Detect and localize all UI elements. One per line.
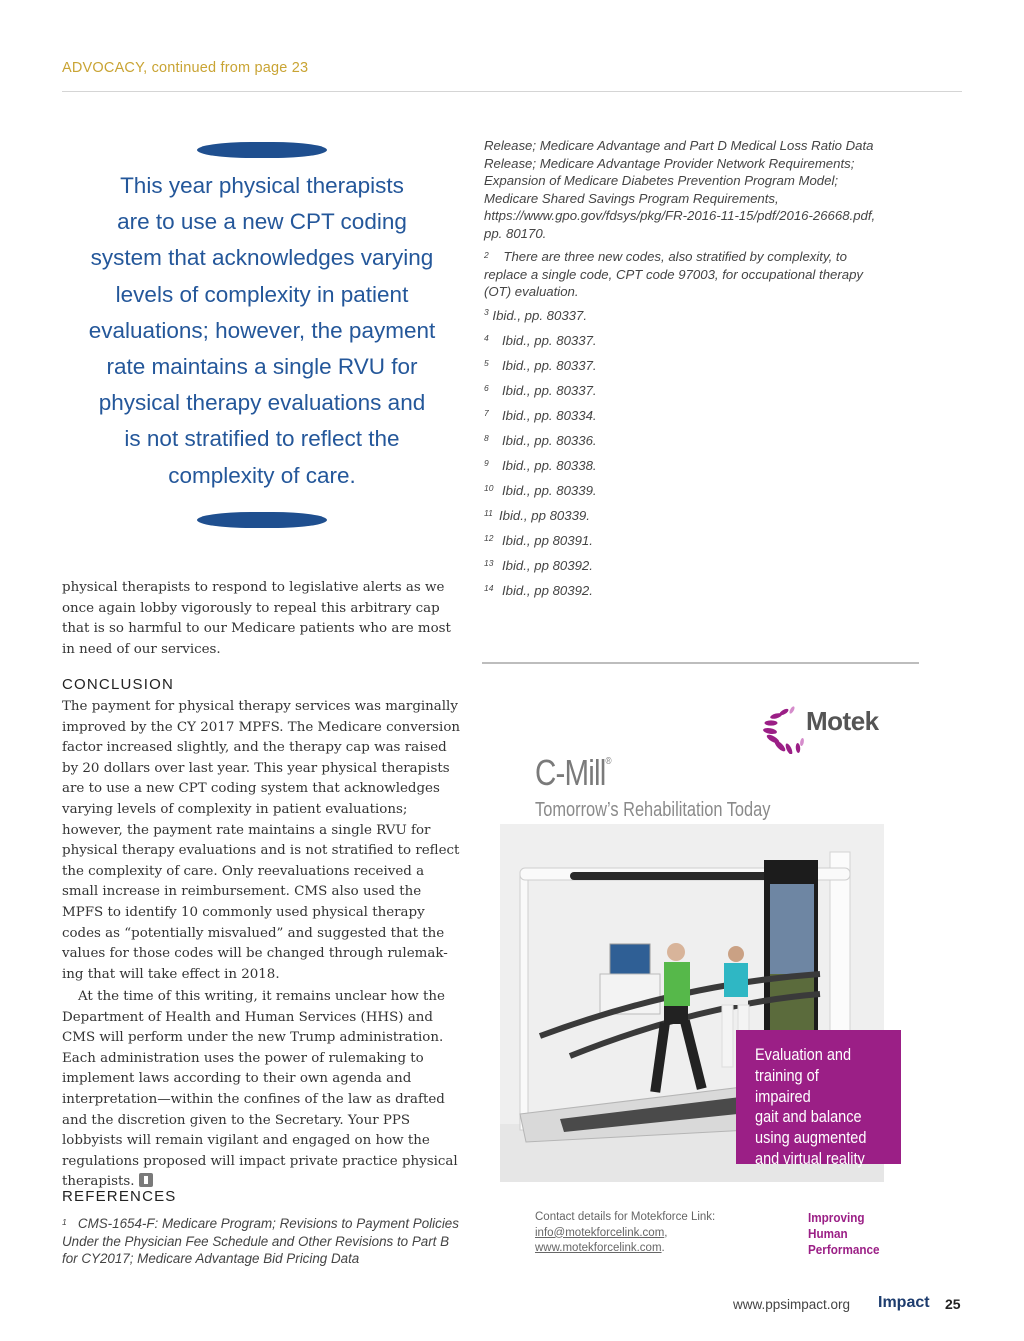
pull-quote-line: levels of complexity in patient bbox=[115, 281, 409, 307]
footnote-text: There are three new codes, also stratified by complexity, to replace a single code, CPT code 97003, for occupational therapy (OT) evaluation. bbox=[484, 249, 864, 299]
contact-email-link[interactable]: info@motekforcelink.com bbox=[535, 1226, 665, 1239]
pull-quote-line: evaluations; however, the payment bbox=[88, 317, 436, 343]
ad-brand: Motek bbox=[806, 706, 879, 736]
footnote-item bbox=[484, 333, 597, 348]
footnote-number: 6 bbox=[484, 383, 489, 393]
reference-number: 1 bbox=[62, 1217, 67, 1227]
conclusion-paragraph-2 bbox=[62, 987, 462, 1193]
footnote-continuation: Release; Medicare Advantage and Part D Medical Loss Ratio Data Release; Medicare Advantage Provider Network Requirements; Expansion of Medicare Diabetes Prevention Program Model; Medicare Shared Savings Program Requirements, https://www.gpo.gov/fdsys/pkg/FR-2016-11-15/pdf/2016-26668.pdf, pp. 80170. bbox=[484, 138, 876, 241]
footnote-text: Ibid., pp 80391. bbox=[502, 533, 593, 548]
footer-brand: Impact bbox=[878, 1294, 930, 1311]
reference-text: CMS-1654-F: Medicare Program; Revisions to Payment Policies Under the Physician Fee Schedule and Other Revisions to Part B for CY2017; Medicare Advantage Bid Pricing Data bbox=[62, 1216, 459, 1266]
footnote-text: Ibid., pp 80339. bbox=[499, 508, 590, 523]
footnote-item bbox=[484, 358, 597, 373]
footnote-2 bbox=[484, 248, 884, 301]
footnote-item bbox=[484, 308, 587, 323]
footnote-item bbox=[484, 533, 593, 548]
pull-quote-line: physical therapy evaluations and bbox=[98, 390, 426, 416]
registered-mark: ® bbox=[605, 756, 611, 767]
footnote-number: 4 bbox=[484, 333, 489, 343]
end-mark-icon bbox=[139, 1173, 153, 1187]
footnote-text: Ibid., pp. 80339. bbox=[502, 483, 597, 498]
header-divider bbox=[62, 91, 962, 92]
ad-product-name: C-Mill bbox=[535, 752, 606, 793]
conclusion-paragraph-1: The payment for physical therapy services was marginally improved by the CY 2017 MPFS. The Medicare conversion factor increased slightly, and the therapy cap was raised by 20 dollars over last year. This year physical therapists are to use a new CPT coding system that acknowledges varying levels of complexity in patient evaluations; however, the payment rate maintains a single RVU for physical therapy evaluations and is not stratified to reflect the complexity of care. Only reevaluations received a small increase in reimbursement. CMS also used the MPFS to identify 10 commonly used physical therapy codes as “potentially misvalued” and suggested that the values for those codes will be changed through rulemak-ing that will take effect in 2018. bbox=[62, 699, 461, 982]
contact-label: Contact details for Motekforce Link: bbox=[535, 1211, 716, 1223]
ad-caption-line: Evaluation and bbox=[755, 1046, 852, 1064]
pull-quote-line: complexity of care. bbox=[168, 462, 356, 488]
footnote-text: Ibid., pp 80392. bbox=[502, 583, 593, 598]
footnote-number: 2 bbox=[484, 250, 489, 260]
footnote-number: 10 bbox=[484, 483, 494, 493]
pull-quote-line: This year physical therapists bbox=[120, 173, 404, 198]
footnote-item bbox=[484, 508, 590, 523]
page-number: 25 bbox=[945, 1296, 961, 1312]
pull-quote-line: system that acknowledges varying bbox=[90, 245, 434, 271]
ad-slogan bbox=[808, 1210, 898, 1257]
footer-url: www.ppsimpact.org bbox=[733, 1297, 851, 1312]
running-head: ADVOCACY, continued from page 23 bbox=[62, 60, 309, 76]
ad-product-title bbox=[535, 752, 611, 794]
contact-website-link[interactable]: www.motekforcelink.com bbox=[535, 1242, 662, 1254]
ad-caption-box bbox=[736, 1030, 901, 1168]
ad-caption-line: using augmented bbox=[755, 1129, 867, 1148]
footnote-text: Ibid., pp. 80338. bbox=[502, 458, 597, 473]
pull-quote bbox=[80, 168, 444, 494]
footnote-item bbox=[484, 583, 593, 598]
footnote-item bbox=[484, 483, 597, 498]
footnote-number: 9 bbox=[484, 458, 489, 468]
ad-contact: Contact details for Motekforce Link: info@motekforcelink.com, www.motekforcelink.com. bbox=[535, 1210, 755, 1257]
footnote-text: Ibid., pp. 80334. bbox=[502, 408, 597, 423]
brush-stroke-top bbox=[197, 142, 327, 158]
footnote-number: 7 bbox=[484, 408, 489, 418]
footnote-text: Ibid., pp. 80336. bbox=[502, 433, 597, 448]
slogan-line: Performance bbox=[808, 1241, 880, 1257]
reference-1 bbox=[62, 1215, 462, 1268]
conclusion-paragraph-2-text: At the time of this writing, it remains unclear how the Department of Health and Human Services (HHS) and CMS will perform under the new Trump administration. Each administration uses the power of rulemaking to implement laws according to their own agenda and interpretation—within the confines of the law as drafted and the discretion given to the Secretary. Your PPS lobbyists will remain vigilant and engaged on how the regulations proposed will impact private practice physical therapists. bbox=[62, 989, 458, 1190]
pull-quote-line: rate maintains a single RVU for bbox=[106, 354, 418, 380]
footnote-number: 3 bbox=[484, 307, 489, 317]
footnote-text: Ibid., pp. 80337. bbox=[502, 333, 597, 348]
continued-paragraph: physical therapists to respond to legislative alerts as we once again lobby vigorously to repeal this arbitrary cap that is so harmful to our Medicare patients who are most in need of our services. bbox=[62, 580, 451, 657]
footnote-text: Ibid., pp. 80337. bbox=[502, 358, 597, 373]
footnote-item bbox=[484, 558, 593, 573]
footnote-number: 5 bbox=[484, 358, 489, 368]
ad-tagline: Tomorrow’s Rehabilitation Today bbox=[535, 799, 771, 821]
ad-caption-line: training of impaired bbox=[755, 1066, 819, 1106]
column-divider bbox=[482, 662, 919, 664]
footnote-number: 11 bbox=[484, 508, 493, 518]
footnote-number: 14 bbox=[484, 583, 494, 593]
conclusion-heading: CONCLUSION bbox=[62, 676, 175, 693]
brush-stroke-bottom bbox=[197, 512, 327, 528]
footnote-number: 13 bbox=[484, 558, 494, 568]
ad-caption-line: and virtual reality bbox=[755, 1149, 865, 1168]
footnote-number: 8 bbox=[484, 433, 489, 443]
footnote-item bbox=[484, 458, 597, 473]
footnote-text: Ibid., pp. 80337. bbox=[502, 383, 597, 398]
pull-quote-line: are to use a new CPT coding bbox=[117, 209, 407, 235]
footnote-text: Ibid., pp. 80337. bbox=[492, 308, 587, 323]
footnote-text: Ibid., pp 80392. bbox=[502, 558, 593, 573]
slogan-line: Improving bbox=[808, 1210, 865, 1225]
pull-quote-line: is not stratified to reflect the bbox=[124, 426, 400, 452]
footnote-item bbox=[484, 433, 597, 448]
slogan-line: Human bbox=[808, 1225, 848, 1241]
footnote-item bbox=[484, 408, 597, 423]
footnote-number: 12 bbox=[484, 533, 494, 543]
references-heading: REFERENCES bbox=[62, 1188, 177, 1205]
footnote-item bbox=[484, 383, 597, 398]
ad-caption-line: gait and balance bbox=[755, 1108, 862, 1127]
